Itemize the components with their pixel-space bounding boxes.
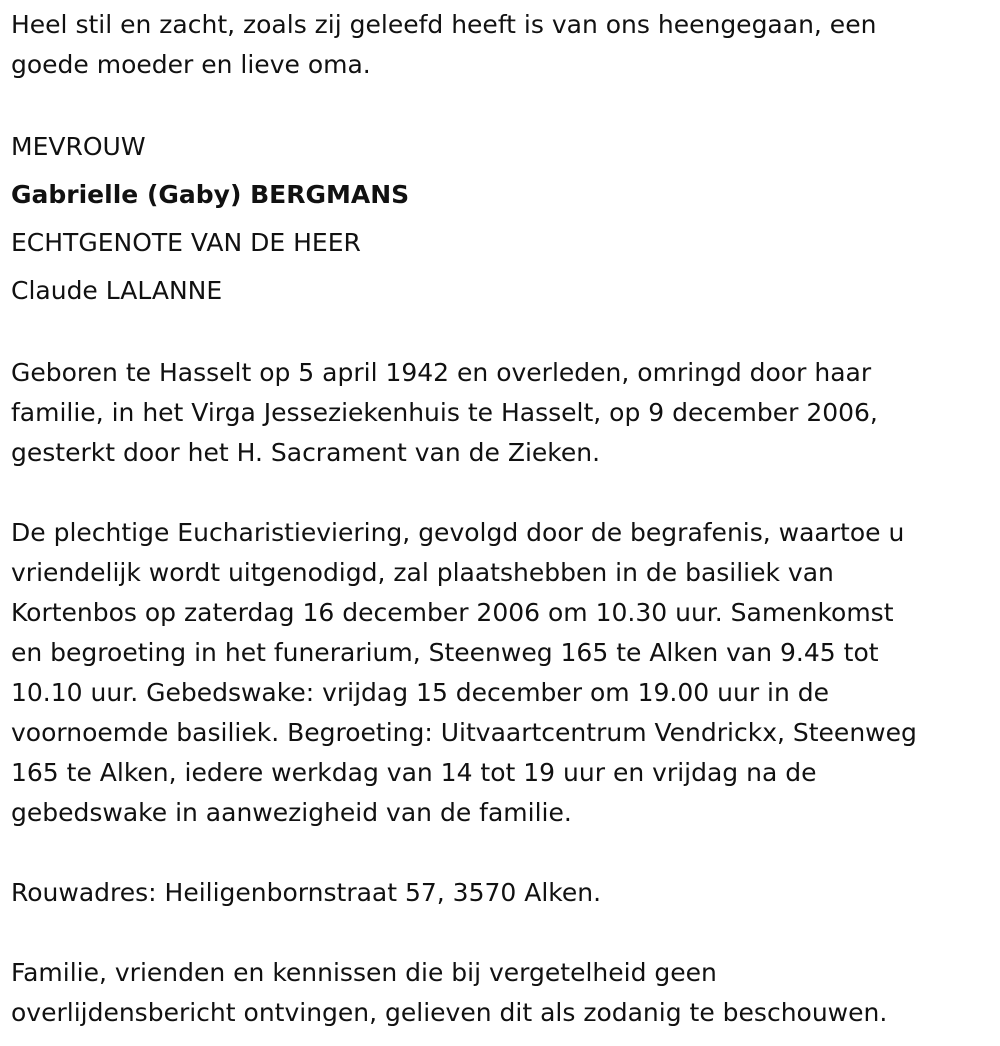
- spacer: [11, 833, 990, 873]
- ceremony-line: 165 te Alken, iedere werkdag van 14 tot 19 uur en vrijdag na de: [11, 758, 817, 787]
- ceremony-paragraph: [11, 513, 990, 833]
- ceremony-line: Kortenbos op zaterdag 16 december 2006 om 10.30 uur. Samenkomst: [11, 598, 894, 627]
- title-block: [11, 123, 990, 315]
- salutation: MEVROUW: [11, 132, 146, 161]
- birth-death-paragraph: [11, 353, 990, 473]
- closing-line: overlijdensbericht ontvingen, gelieven dit als zodanig te beschouwen.: [11, 998, 888, 1027]
- spacer: [11, 913, 990, 953]
- birth-death-line: familie, in het Virga Jesseziekenhuis te Hasselt, op 9 december 2006,: [11, 398, 878, 427]
- relation-label: ECHTGENOTE VAN DE HEER: [11, 228, 361, 257]
- ceremony-line: gebedswake in aanwezigheid van de familie.: [11, 798, 572, 827]
- ceremony-line: 10.10 uur. Gebedswake: vrijdag 15 december om 19.00 uur in de: [11, 678, 830, 707]
- ceremony-line: De plechtige Eucharistieviering, gevolgd door de begrafenis, waartoe u: [11, 518, 905, 547]
- spacer: [11, 315, 990, 353]
- deceased-name: Gabrielle (Gaby) BERGMANS: [11, 180, 410, 209]
- closing-paragraph: [11, 953, 990, 1033]
- ceremony-line: voornoemde basiliek. Begroeting: Uitvaartcentrum Vendrickx, Steenweg: [11, 718, 917, 747]
- birth-death-line: gesterkt door het H. Sacrament van de Zieken.: [11, 438, 601, 467]
- birth-death-line: Geboren te Hasselt op 5 april 1942 en overleden, omringd door haar: [11, 358, 872, 387]
- address-paragraph: [11, 873, 990, 913]
- intro-line: goede moeder en lieve oma.: [11, 50, 371, 79]
- ceremony-line: vriendelijk wordt uitgenodigd, zal plaatshebben in de basiliek van: [11, 558, 834, 587]
- intro-line: Heel stil en zacht, zoals zij geleefd heeft is van ons heengegaan, een: [11, 10, 877, 39]
- spouse-name: Claude LALANNE: [11, 276, 223, 305]
- spacer: [11, 473, 990, 513]
- ceremony-line: en begroeting in het funerarium, Steenweg 165 te Alken van 9.45 tot: [11, 638, 879, 667]
- spacer: [11, 85, 990, 123]
- intro-paragraph: [11, 5, 990, 85]
- mourning-address: Rouwadres: Heiligenbornstraat 57, 3570 Alken.: [11, 878, 602, 907]
- closing-line: Familie, vrienden en kennissen die bij vergetelheid geen: [11, 958, 717, 987]
